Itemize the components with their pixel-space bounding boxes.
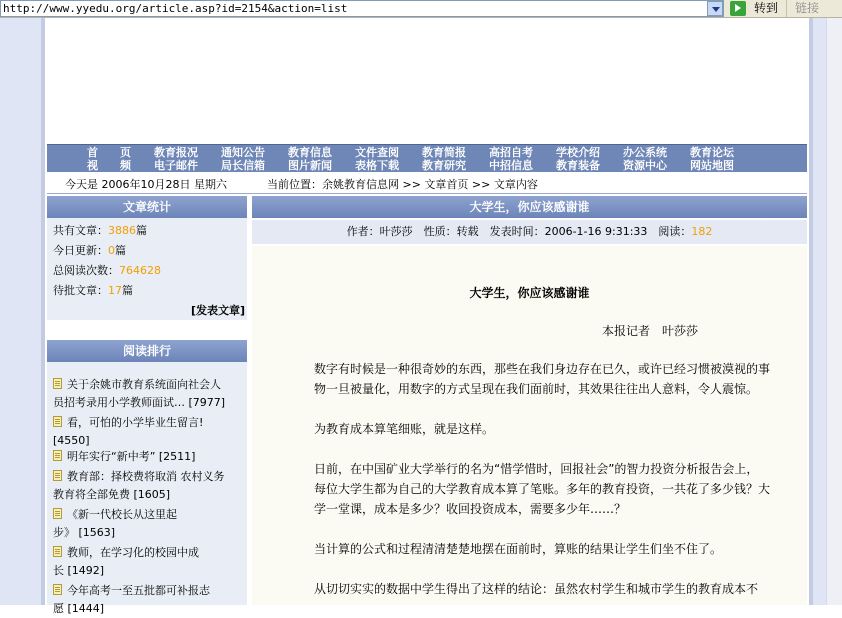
document-icon [53, 450, 62, 461]
ranking-title[interactable]: 教育部：择校费将取消 农村义务 [67, 470, 225, 483]
article-body [252, 246, 807, 605]
nav-link[interactable]: 网站地图 [690, 159, 734, 172]
info-bar [47, 172, 807, 194]
nav-link[interactable]: 教育简报 [422, 146, 466, 159]
ranking-list [47, 362, 247, 615]
page-shadow-right [809, 18, 813, 605]
nav-link[interactable]: 教育装备 [556, 159, 600, 172]
go-arrow-icon [730, 1, 746, 16]
nav-link[interactable]: 中招信息 [489, 159, 533, 172]
ranking-item[interactable] [47, 414, 247, 450]
stat-reads-label: 总阅读次数： [53, 264, 119, 277]
links-button[interactable]: 链接 [786, 0, 842, 17]
ranking-title[interactable]: 教师，在学习化的校园中成 [67, 546, 199, 559]
document-icon [53, 584, 62, 595]
document-icon [53, 416, 62, 427]
article-paragraph: 从切切实实的数据中学生得出了这样的结论：虽然农村学生和城市学生的教育成本不 [314, 582, 759, 596]
nav-row-1 [87, 146, 757, 159]
ranking-title[interactable]: 明年实行“新中考” [2511] [67, 450, 196, 463]
stat-total [53, 222, 147, 238]
stat-pending [53, 282, 133, 298]
url-input[interactable]: http://www.yyedu.org/article.asp?id=2154&action=list [0, 0, 724, 17]
stat-today-value: 0 [108, 244, 115, 257]
nav-link[interactable]: 办公系统 [623, 146, 667, 159]
post-article-link[interactable]: [发表文章] [190, 304, 245, 317]
stat-today [53, 242, 126, 258]
nav-link[interactable]: 图片新闻 [288, 159, 332, 172]
nav-link[interactable]: 教育报况 [154, 146, 198, 159]
nav-link[interactable]: 表格下载 [355, 159, 399, 172]
ranking-title-cont[interactable]: 愿 [1444] [53, 602, 105, 615]
go-button[interactable] [730, 0, 782, 17]
stats-panel [47, 218, 247, 320]
nav-link[interactable]: 首 页 [87, 146, 131, 159]
url-dropdown-button[interactable] [707, 1, 723, 16]
ranking-item[interactable] [47, 544, 247, 580]
document-icon [53, 508, 62, 519]
vertical-scrollbar[interactable] [826, 18, 842, 605]
nav-link[interactable]: 高招自考 [489, 146, 533, 159]
ranking-title-cont[interactable]: 长 [1492] [53, 564, 105, 577]
current-date: 今天是 2006年10月28日 星期六 [65, 178, 227, 191]
ranking-title[interactable]: 今年高考一至五批都可补报志 [67, 584, 210, 597]
ranking-header: 阅读排行 [47, 340, 247, 362]
address-bar [0, 0, 842, 18]
ranking-item[interactable] [47, 468, 247, 504]
nav-link[interactable]: 电子邮件 [154, 159, 198, 172]
ranking-title[interactable]: 看，可怕的小学毕业生留言! [67, 416, 204, 429]
article-byline: 本报记者 叶莎莎 [602, 324, 699, 338]
stat-today-label: 今日更新： [53, 244, 108, 257]
article-title: 大学生，你应该感谢谁 [469, 286, 590, 300]
ranking-title-cont[interactable]: [4550] [53, 434, 90, 447]
ranking-title-cont[interactable]: 员招考录用小学教师面试… [7977] [53, 396, 226, 409]
stat-pending-label: 待批文章： [53, 284, 108, 297]
web-page [45, 18, 809, 615]
stat-reads-value: 764628 [119, 264, 161, 277]
stat-total-unit: 篇 [136, 224, 147, 237]
document-icon [53, 470, 62, 481]
go-label: 转到 [754, 1, 779, 15]
nav-link[interactable]: 视 频 [87, 159, 131, 172]
ranking-item[interactable] [47, 582, 247, 618]
nav-row-2 [87, 159, 757, 172]
article-header: 大学生，你应该感谢谁 [252, 196, 807, 218]
article-paragraph: 当计算的公式和过程清清楚楚地摆在面前时，算账的结果让学生们坐不住了。 [314, 542, 723, 556]
stat-today-unit: 篇 [115, 244, 126, 257]
ranking-item[interactable] [47, 448, 247, 466]
ranking-title-cont[interactable]: 步》 [1563] [53, 526, 116, 539]
stat-pending-unit: 篇 [122, 284, 133, 297]
nav-link[interactable]: 教育信息 [288, 146, 332, 159]
main-nav [47, 144, 807, 172]
stat-reads [53, 262, 161, 278]
article-read-count: 182 [691, 225, 713, 238]
article-paragraph: 为教育成本算笔细账，就是这样。 [314, 422, 495, 436]
article-meta-text: 作者：叶莎莎 性质：转载 发表时间：2006-1-16 9:31:33 阅读： [346, 225, 692, 238]
document-icon [53, 546, 62, 557]
article-meta [252, 220, 807, 244]
ranking-item[interactable] [47, 376, 247, 412]
article-paragraph: 日前，在中国矿业大学举行的名为“惜学惜时，回报社会”的智力投资分析报告会上，每位大学生都为自己的大学教育成本算了笔账。多年的教育投资，一共花了多少钱？大学一堂课，成本是多少？收回投资成本，需要多少年……？ [314, 462, 771, 516]
nav-link[interactable]: 学校介绍 [556, 146, 600, 159]
page-margin-left [0, 18, 45, 605]
nav-link[interactable]: 局长信箱 [221, 159, 265, 172]
breadcrumb[interactable]: 当前位置：余姚教育信息网 >> 文章首页 >> 文章内容 [267, 178, 538, 191]
ranking-item[interactable] [47, 506, 247, 542]
nav-link[interactable]: 文件查阅 [355, 146, 399, 159]
nav-link[interactable]: 教育研究 [422, 159, 466, 172]
ranking-title[interactable]: 《新一代校长从这里起 [67, 508, 177, 521]
ranking-title[interactable]: 关于余姚市教育系统面向社会人 [67, 378, 221, 391]
article-paragraph: 数字有时候是一种很奇妙的东西，那些在我们身边存在已久，或许已经习惯被漠视的事物一旦被量化，用数字的方式呈现在我们面前时，其效果往往出人意料，令人震惊。 [314, 362, 771, 396]
stats-header: 文章统计 [47, 196, 247, 218]
nav-link[interactable]: 通知公告 [221, 146, 265, 159]
stat-total-value: 3886 [108, 224, 136, 237]
stat-total-label: 共有文章： [53, 224, 108, 237]
stat-pending-value: 17 [108, 284, 122, 297]
nav-link[interactable]: 教育论坛 [690, 146, 734, 159]
document-icon [53, 378, 62, 389]
nav-link[interactable]: 资源中心 [623, 159, 667, 172]
ranking-title-cont[interactable]: 教育将全部免费 [1605] [53, 488, 171, 501]
